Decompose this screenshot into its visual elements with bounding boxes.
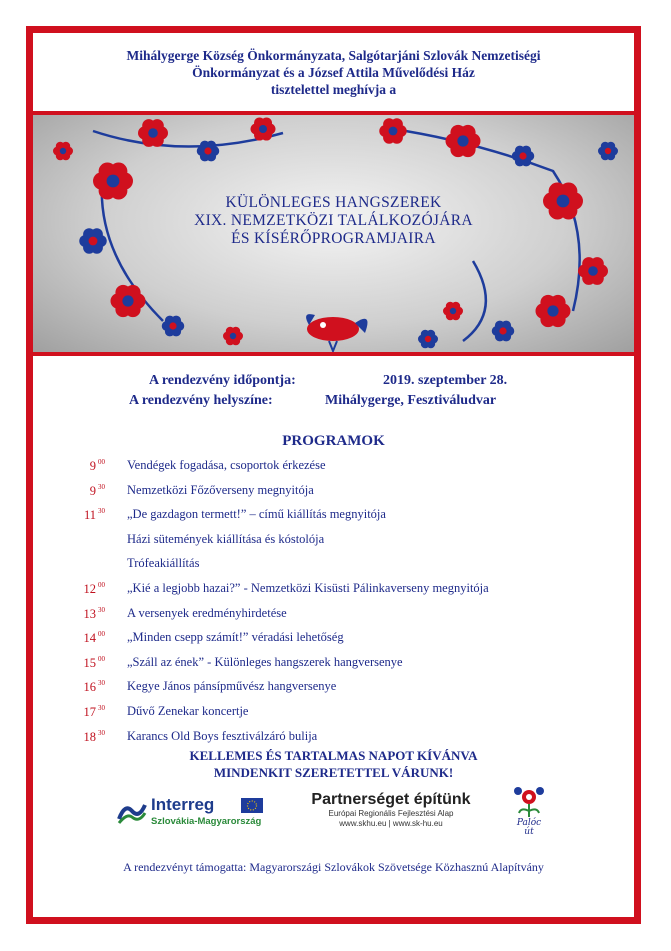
program-time <box>57 704 105 720</box>
program-text: Házi sütemények kiállítása és kóstolója <box>127 531 325 546</box>
closing-line-1: KELLEMES ÉS TARTALMAS NAPOT KÍVÁNVA <box>189 748 478 763</box>
closing-message <box>33 747 634 781</box>
folk-banner <box>33 111 634 356</box>
date-value: 2019. szeptember 28. <box>383 373 508 388</box>
program-time <box>57 679 105 695</box>
program-hour: 12 <box>83 582 96 596</box>
program-text: Trófeakiállítás <box>127 556 200 571</box>
program-item <box>33 458 634 482</box>
program-time <box>57 581 105 597</box>
program-hour: 17 <box>83 705 96 719</box>
banner-title <box>33 194 634 248</box>
interreg-wordmark: Interreg <box>151 795 215 814</box>
program-item <box>33 556 634 580</box>
partnership-logo <box>291 791 491 841</box>
program-hour: 18 <box>83 729 96 744</box>
program-time <box>57 606 105 622</box>
program-text: Kegye János pánsípművész hangversenye <box>127 679 337 694</box>
program-text: „Száll az ének” - Különleges hangszerek hangversenye <box>127 654 403 669</box>
program-item <box>33 532 634 556</box>
program-time <box>57 532 105 548</box>
program-hour: 13 <box>83 606 96 621</box>
eu-flag-icon <box>241 798 263 813</box>
program-item <box>33 606 634 630</box>
program-time <box>57 655 105 671</box>
program-time <box>57 507 105 523</box>
program-text: A versenyek eredményhirdetése <box>127 605 287 620</box>
program-hour: 9 <box>89 459 96 473</box>
banner-bottom-border <box>33 352 634 356</box>
program-minute: 00 <box>98 654 105 663</box>
page-frame <box>26 26 641 924</box>
program-time <box>57 556 105 572</box>
header-line-1: Mihálygerge Község Önkormányzata, Salgótarjáni Szlovák Nemzetiségi <box>126 48 541 63</box>
program-minute: 00 <box>98 458 105 466</box>
program-time <box>57 458 105 474</box>
partnership-title: Partnerséget építünk <box>311 791 471 808</box>
interreg-subtitle: Szlovákia-Magyarország <box>151 816 262 827</box>
partnership-fund: Európai Regionális Fejlesztési Alap <box>328 809 454 818</box>
place-label: A rendezvény helyszíne: <box>129 393 273 408</box>
program-item <box>33 581 634 605</box>
paloc-line-1: Palóc <box>516 818 542 828</box>
program-minute: 30 <box>98 482 105 491</box>
paloc-ut-logo <box>509 783 549 841</box>
program-minute: 30 <box>98 728 105 737</box>
program-hour: 14 <box>83 631 96 646</box>
partnership-urls: www.skhu.eu | www.sk-hu.eu <box>339 819 443 828</box>
program-minute: 30 <box>98 605 105 614</box>
invitation-header <box>33 47 634 98</box>
program-item <box>33 483 634 507</box>
program-hour: 15 <box>83 655 96 670</box>
program-item <box>33 679 634 703</box>
program-hour: 9 <box>89 483 96 498</box>
header-line-2: Önkormányzat és a József Attila Művelődési Ház <box>192 65 475 80</box>
program-text: „Kié a legjobb hazai?” - Nemzetközi Kisüsti Pálinkaverseny megnyitója <box>127 581 489 595</box>
paloc-ut-wordmark <box>509 819 549 837</box>
interreg-mark-icon <box>117 797 147 827</box>
paloc-flower-icon <box>509 783 549 819</box>
program-minute: 00 <box>98 581 105 589</box>
header-line-3: tisztelettel meghívja a <box>270 82 397 97</box>
program-item <box>33 507 634 531</box>
program-minute: 00 <box>98 630 105 639</box>
program-title: PROGRAMOK <box>282 433 385 449</box>
program-time <box>57 630 105 646</box>
program-text: „Minden csepp számít!” véradási lehetőség <box>127 630 344 645</box>
paloc-line-2: út <box>524 827 534 837</box>
program-time <box>57 729 105 745</box>
date-label: A rendezvény időpontja: <box>149 373 296 388</box>
program-item <box>33 704 634 728</box>
program-item <box>33 655 634 679</box>
program-time <box>57 483 105 499</box>
program-minute: 30 <box>98 679 105 688</box>
banner-title-line-1: KÜLÖNLEGES HANGSZEREK <box>225 194 442 211</box>
place-value: Mihálygerge, Fesztiváludvar <box>325 393 497 408</box>
banner-title-line-3: ÉS KÍSÉRŐPROGRAMJAIRA <box>231 230 436 247</box>
program-text: Karancs Old Boys fesztiválzáró bulija <box>127 728 318 743</box>
closing-line-2: MINDENKIT SZERETETTEL VÁRUNK! <box>213 765 454 780</box>
program-minute: 30 <box>98 507 105 516</box>
sponsor-logos <box>33 783 634 843</box>
bird-ornament <box>306 314 367 351</box>
program-text: Nemzetközi Főzőverseny megnyitója <box>127 482 314 497</box>
program-item <box>33 630 634 654</box>
program-text: „De gazdagon termett!” – című kiállítás megnyitója <box>127 507 386 522</box>
program-minute: 30 <box>98 704 105 712</box>
sponsor-note: A rendezvényt támogatta: Magyarországi Szlovákok Szövetsége Közhasznú Alapítvány <box>123 860 544 874</box>
program-text: Vendégek fogadása, csoportok érkezése <box>127 458 326 472</box>
program-hour: 16 <box>83 680 96 695</box>
program-text: Dűvő Zenekar koncertje <box>127 704 249 718</box>
program-hour: 11 <box>83 508 96 523</box>
interreg-logo <box>117 795 277 835</box>
banner-title-line-2: XIX. NEMZETKÖZI TALÁLKOZÓJÁRA <box>194 212 473 229</box>
